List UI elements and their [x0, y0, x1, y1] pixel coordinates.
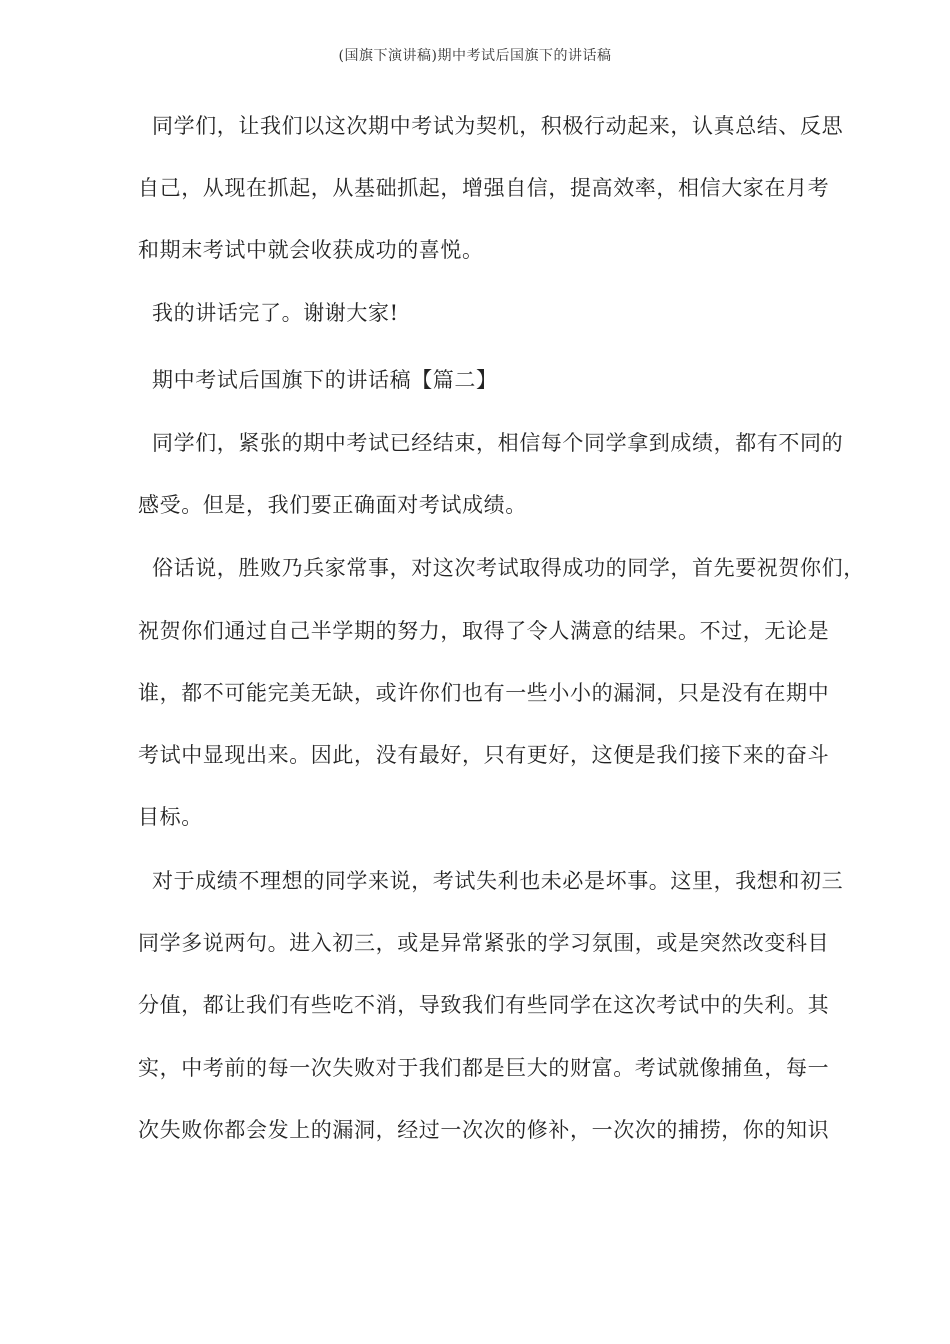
page-header: (国旗下演讲稿)期中考试后国旗下的讲话稿 [338, 48, 612, 64]
text-line: 对于成绩不理想的同学来说，考试失利也未必是坏事。这里，我想和初三 [152, 869, 844, 893]
text-line: 实，中考前的每一次失败对于我们都是巨大的财富。考试就像捕鱼，每一 [138, 1056, 830, 1080]
text-line: 分值，都让我们有些吃不消，导致我们有些同学在这次考试中的失利。其 [138, 993, 830, 1017]
section-heading: 期中考试后国旗下的讲话稿【篇二】 [152, 368, 498, 392]
text-line: 谁，都不可能完美无缺，或许你们也有一些小小的漏洞，只是没有在期中 [138, 681, 830, 705]
text-line: 和期末考试中就会收获成功的喜悦。 [138, 238, 484, 262]
text-line: 同学多说两句。进入初三，或是异常紧张的学习氛围，或是突然改变科目 [138, 931, 830, 955]
text-line: 自己，从现在抓起，从基础抓起，增强自信，提高效率，相信大家在月考 [138, 176, 830, 200]
text-line: 目标。 [138, 805, 203, 829]
text-line: 考试中显现出来。因此，没有最好，只有更好，这便是我们接下来的奋斗 [138, 743, 830, 767]
text-line: 我的讲话完了。谢谢大家! [152, 301, 399, 325]
text-line: 祝贺你们通过自己半学期的努力，取得了令人满意的结果。不过，无论是 [138, 619, 830, 643]
text-line: 同学们，让我们以这次期中考试为契机，积极行动起来，认真总结、反思 [152, 114, 844, 138]
text-line: 俗话说，胜败乃兵家常事，对这次考试取得成功的同学，首先要祝贺你们， [152, 556, 865, 580]
text-line: 感受。但是，我们要正确面对考试成绩。 [138, 493, 527, 517]
text-line: 次失败你都会发上的漏洞，经过一次次的修补，一次次的捕捞，你的知识 [138, 1118, 830, 1142]
text-line: 同学们，紧张的期中考试已经结束，相信每个同学拿到成绩，都有不同的 [152, 431, 844, 455]
